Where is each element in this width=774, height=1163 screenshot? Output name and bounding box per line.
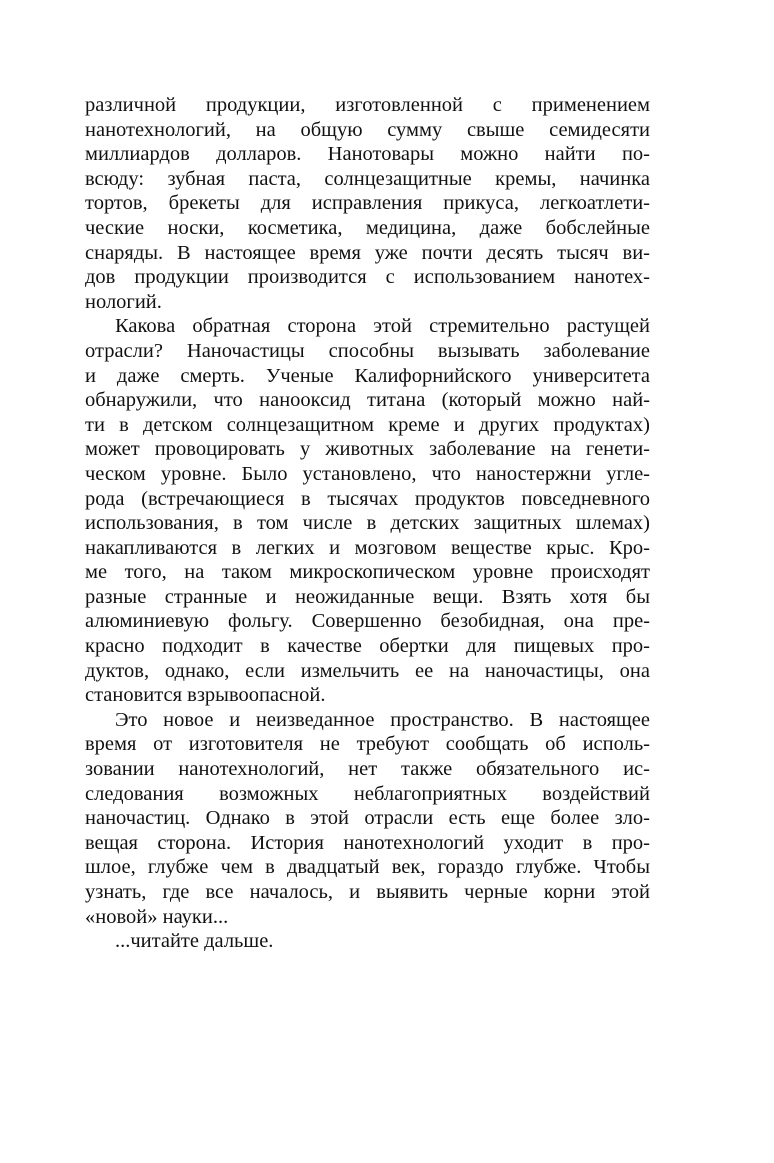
text-line: нанотехнологий, на общую сумму свыше семидесяти [85,118,650,141]
text-line: дов продукции производится с использованием нанотех- [85,266,650,289]
text-line: Это новое и неизведанное пространство. В настоящее [115,708,650,731]
text-line: ческом уровне. Было установлено, что наностержни угле- [85,462,650,485]
text-line: Какова обратная сторона этой стремительно растущей [115,315,650,338]
text-line: «новой» науки... [85,905,229,928]
text-line: красно подходит в качестве обертки для пищевых про- [85,635,650,658]
text-line: различной продукции, изготовленной с применением [85,94,650,116]
text-line: вещая сторона. История нанотехнологий уходит в про- [85,831,650,854]
text-line: рода (встречающиеся в тысячах продуктов повседневного [85,487,650,510]
text-line: миллиардов долларов. Нанотовары можно найти по- [85,143,650,166]
paragraph-2 [85,314,650,708]
text-line: нологий. [85,290,162,313]
text-line: алюминиевую фольгу. Совершенно безобидная, она пре- [85,610,650,633]
text-line: всюду: зубная паста, солнцезащитные кремы, начинка [85,167,650,190]
text-line: ме того, на таком микроскопическом уровне происходят [85,561,650,584]
text-line: тортов, брекеты для исправления прикуса, легкоатлети- [85,192,650,215]
body-text [85,93,650,954]
paragraph-3 [85,708,650,929]
text-line: обнаружили, что нанооксид титана (который можно най- [85,389,650,412]
text-line: разные странные и неожиданные вещи. Взять хотя бы [85,585,650,608]
text-line: становится взрывоопасной. [85,684,326,707]
text-line: снаряды. В настоящее время уже почти десять тысяч ви- [85,241,650,264]
text-line: ти в детском солнцезащитном креме и других продуктах) [85,413,650,436]
text-line: время от изготовителя не требуют сообщать об исполь- [85,733,650,756]
text-line: может провоцировать у животных заболевание на генети- [85,438,650,461]
text-line: наночастиц. Однако в этой отрасли есть еще более зло- [85,807,650,830]
paragraph-4 [85,929,650,954]
text-line: зовании нанотехнологий, нет также обязательного ис- [85,758,650,781]
text-line: ...читайте дальше. [115,930,274,953]
text-line: шлое, глубже чем в двадцатый век, гораздо глубже. Чтобы [85,856,650,879]
text-line: и даже смерть. Ученые Калифорнийского университета [85,364,650,387]
text-line: накапливаются в легких и мозговом веществе крыс. Кро- [85,536,650,559]
text-line: использования, в том числе в детских защитных шлемах) [85,512,650,535]
text-line: следования возможных неблагоприятных воздействий [85,782,650,805]
text-line: узнать, где все началось, и выявить черные корни этой [85,881,650,903]
text-line: отрасли? Наночастицы способны вызывать заболевание [85,339,650,362]
text-line: дуктов, однако, если измельчить ее на наночастицы, она [85,659,650,682]
text-line: ческие носки, косметика, медицина, даже бобслейные [85,216,650,239]
paragraph-1 [85,93,650,314]
